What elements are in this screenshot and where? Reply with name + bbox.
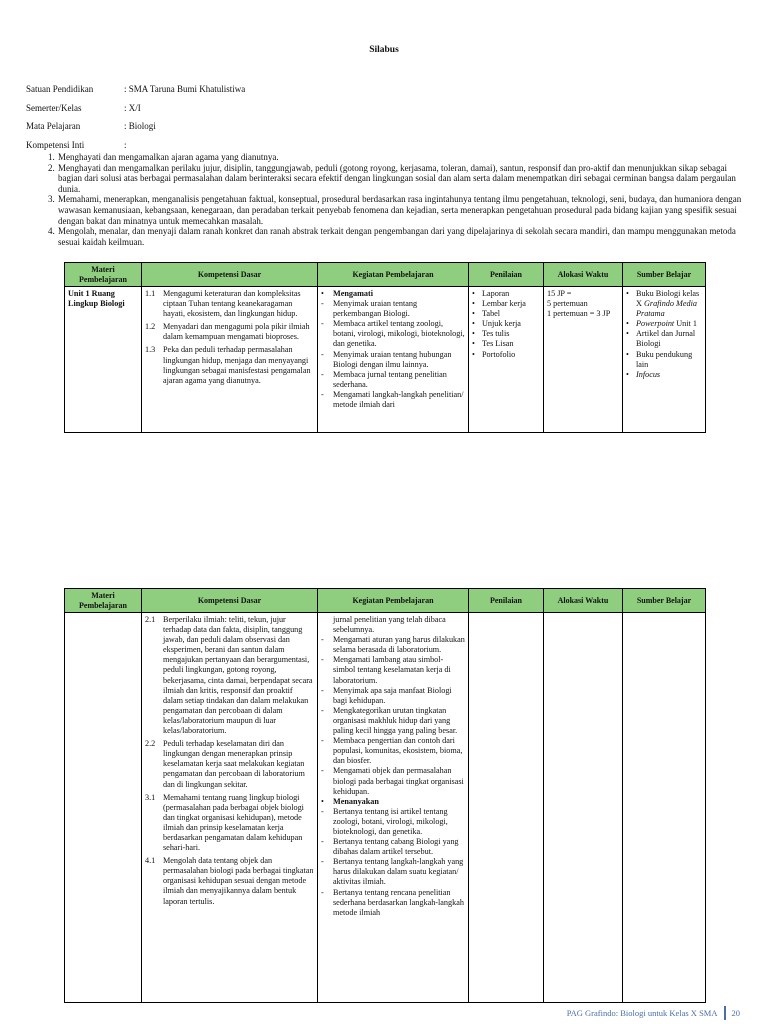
header-kompetensi-dasar: Kompetensi Dasar	[142, 263, 318, 287]
dash-marker: -	[321, 705, 324, 715]
sumber-part: Powerpoint	[636, 319, 675, 329]
sumber-item	[626, 350, 702, 370]
sumber-text	[636, 329, 702, 349]
kd-number: 3.1	[145, 792, 156, 802]
ki-item: 4. Mengolah, menalar, dan menyaji dalam ranah konkret dan ranah abstrak terkait dengan pengembangan dari yang dipelajarinya di sekolah secara mandiri, dan mampu menggunakan metoda sesuai kaidah keilmuan.	[57, 226, 746, 247]
dash-marker: -	[321, 887, 324, 897]
header-alokasi-waktu: Alokasi Waktu	[544, 589, 623, 613]
kegiatan-cell	[318, 613, 469, 1003]
kegiatan-cell	[318, 287, 469, 433]
sumber-cell	[623, 287, 706, 433]
kegiatan-text: Menyimak uraian tentang perkembangan Biologi.	[333, 299, 418, 319]
alokasi-list	[547, 289, 619, 319]
kegiatan-item	[321, 888, 465, 918]
penilaian-item	[472, 329, 540, 339]
materi-cell	[65, 613, 142, 1003]
kd-number: 1.1	[145, 289, 156, 298]
dash-marker: -	[321, 299, 324, 309]
penilaian-cell	[469, 287, 544, 433]
info-row-mapel	[26, 121, 245, 140]
sumber-text	[636, 319, 702, 329]
bullet-marker: •	[626, 369, 629, 379]
dash-marker: -	[321, 736, 324, 746]
syllabus-table-2	[64, 588, 706, 1003]
sumber-text	[636, 289, 702, 319]
syllabus-table-1	[64, 262, 706, 433]
dash-marker: -	[321, 766, 324, 776]
penilaian-text: Unjuk kerja	[482, 319, 521, 329]
bullet-marker: •	[626, 349, 629, 359]
dash-marker: -	[321, 806, 324, 816]
info-label: Semerter/Kelas	[26, 102, 82, 113]
kegiatan-item	[321, 766, 465, 796]
sumber-part: Buku Biologi kelas X	[636, 289, 700, 309]
penilaian-text: Portofolio	[482, 349, 516, 359]
ki-item: 1. Menghayati dan mengamalkan ajaran agama yang dianutnya.	[57, 152, 746, 163]
header-penilaian: Penilaian	[469, 589, 544, 613]
kegiatan-item	[321, 686, 465, 706]
sumber-cell	[623, 613, 706, 1003]
dash-marker: -	[321, 685, 324, 695]
header-materi: Materi Pembelajaran	[65, 589, 142, 613]
table-header-row	[65, 589, 706, 613]
header-materi: Materi Pembelajaran	[65, 263, 142, 287]
kegiatan-text: Bertanya tentang rencana penelitian sederhana berdasarkan langkah-langkah metode ilmiah	[333, 887, 464, 917]
header-kompetensi-dasar: Kompetensi Dasar	[142, 589, 318, 613]
penilaian-text: Lembar kerja	[482, 299, 526, 309]
table-row	[65, 613, 706, 1003]
kegiatan-text: Bertanya tentang isi artikel tentang zoologi, botani, virologi, mikologi, bioteknologi, dan genetika.	[333, 806, 448, 836]
alokasi-cell	[544, 613, 623, 1003]
kegiatan-text: Membaca pengertian dan contoh dari populasi, komunitas, ekosistem, bioma, dan biosfer.	[333, 736, 463, 766]
kd-text: Menyadari dan mengagumi pola pikir ilmiah dalam kemampuan mengamati bioproses.	[163, 322, 310, 342]
kegiatan-text: jurnal penelitian yang telah dibaca sebelumnya.	[333, 615, 446, 635]
alokasi-line: 5 pertemuan	[547, 299, 588, 309]
sumber-part: Grafindo Media Pratama	[636, 299, 697, 319]
header-alokasi-waktu: Alokasi Waktu	[544, 263, 623, 287]
kd-item	[145, 739, 314, 789]
bullet-marker: •	[472, 289, 475, 298]
kegiatan-heading	[321, 797, 465, 807]
bullet-marker: •	[321, 289, 324, 298]
info-row-satuan	[26, 84, 245, 103]
sumber-part: Artikel dan Jurnal Biologi	[636, 329, 696, 349]
kd-text: Mengolah data tentang objek dan permasalahan biologi pada berbagai tingkatan organisasi kehidupan sesuai dengan metode ilmiah dan menyajikannya dalam bentuk laporan tertulis.	[163, 856, 314, 906]
kegiatan-text: Mengamati	[333, 289, 374, 298]
kegiatan-text: Mengkategorikan urutan tingkatan organisasi makhluk hidup dari yang paling kecil hingga yang paling besar.	[333, 705, 458, 736]
kd-text: Memahami tentang ruang lingkup biologi (permasalahan pada berbagai objek biologi dan tingkat organisasi kehidupan), metode ilmiah dan prinsip keselamatan kerja berdasarkan pengamatan dalam kehidupan sehari-hari.	[163, 792, 304, 853]
kegiatan-item	[321, 736, 465, 766]
header-sumber-belajar: Sumber Belajar	[623, 589, 706, 613]
kd-number: 2.2	[145, 739, 156, 749]
bullet-marker: •	[472, 309, 475, 319]
kegiatan-text: Membaca jurnal tentang penelitian sederhana.	[333, 369, 447, 389]
kd-cell	[142, 287, 318, 433]
info-row-kelas	[26, 103, 245, 122]
dash-marker: -	[321, 837, 324, 847]
dash-marker: -	[321, 319, 324, 329]
kompetensi-inti-list	[26, 152, 746, 247]
sumber-list	[626, 289, 702, 380]
kd-number: 2.1	[145, 615, 156, 624]
kd-item	[145, 289, 314, 319]
bullet-marker: •	[472, 299, 475, 309]
header-kegiatan: Kegiatan Pembelajaran	[318, 263, 469, 287]
bullet-marker: •	[626, 319, 629, 329]
sumber-item	[626, 319, 702, 329]
kegiatan-text: Menyimak uraian tentang hubungan Biologi dengan ilmu lainnya.	[333, 349, 452, 369]
sumber-part: Buku pendukung lain	[636, 349, 693, 369]
kd-list	[145, 615, 314, 907]
dash-marker	[321, 615, 333, 635]
kegiatan-text: Bertanya tentang cabang Biologi yang dibahas dalam artikel tersebut.	[333, 837, 459, 857]
kegiatan-text: Membaca artikel tentang zoologi, botani, virologi, mikologi, bioteknologi, dan genetika.	[333, 319, 465, 349]
footer-text: PAG Grafindo: Biologi untuk Kelas X SMA	[566, 1008, 718, 1018]
alokasi-line: 1 pertemuan = 3 JP	[547, 309, 611, 319]
kegiatan-item	[321, 350, 465, 370]
kd-number: 4.1	[145, 856, 156, 866]
bullet-marker: •	[472, 319, 475, 329]
penilaian-text: Tabel	[482, 309, 501, 319]
sumber-item	[626, 370, 702, 380]
alokasi-cell	[544, 287, 623, 433]
sumber-part: Unit 1	[674, 319, 697, 329]
sumber-part: Infocus	[636, 369, 661, 379]
page-number: 20	[731, 1008, 740, 1018]
kegiatan-text: Mengamati lambang atau simbol-simbol tentang keselamatan kerja di laboratorium.	[333, 655, 451, 685]
materi-cell	[65, 287, 142, 433]
identity-block	[26, 84, 245, 158]
header-sumber-belajar: Sumber Belajar	[623, 263, 706, 287]
kegiatan-item	[321, 807, 465, 837]
info-value: : Biologi	[124, 121, 156, 131]
kd-text: Peka dan peduli terhadap permasalahan lingkungan hidup, menjaga dan menyayangi lingkungan sebagai manisfestasi pengamalan ajaran agama yang dianutnya.	[163, 345, 311, 385]
ki-item: 2. Menghayati dan mengamalkan perilaku jujur, disiplin, tanggungjawab, peduli (gotong royong, kerjasama, toleran, damai), santun, responsif dan pro-aktif dan menunjukkan sikap sebagai bagian dari solusi atas berbagai permasalahan dalam berinteraksi secara efektif dengan lingkungan sosial dan alam serta dalam menempatkan diri sebagai cerminan bangsa dalam pergaulan dunia.	[57, 163, 746, 195]
info-value: : X/I	[124, 102, 141, 113]
dash-marker: -	[321, 655, 324, 665]
kegiatan-text: Bertanya tentang langkah-langkah yang harus dilakukan dalam suatu kegiatan/ aktivitas ilmiah.	[333, 857, 464, 887]
kd-number: 1.3	[145, 345, 156, 355]
kegiatan-text: Mengamati objek dan permasalahan biologi pada berbagai tingkat organisasi kehidupan.	[333, 766, 464, 796]
alokasi-line: 15 JP =	[547, 289, 572, 298]
header-penilaian: Penilaian	[469, 263, 544, 287]
kegiatan-item	[321, 370, 465, 390]
penilaian-item	[472, 299, 540, 309]
kegiatan-item	[321, 655, 465, 685]
sumber-item	[626, 329, 702, 349]
kd-item	[145, 615, 314, 736]
table-row	[65, 287, 706, 433]
materi-unit: Unit 1 Ruang Lingkup Biologi	[68, 289, 125, 309]
kd-item	[145, 793, 314, 854]
bullet-marker: •	[626, 329, 629, 339]
penilaian-text: Tes Lisan	[482, 339, 514, 349]
kegiatan-text: Mengamati aturan yang harus dilakukan selama berasada di laboratorium.	[333, 635, 465, 655]
penilaian-item	[472, 319, 540, 329]
dash-marker: -	[321, 369, 324, 379]
bullet-marker: •	[321, 796, 324, 806]
kegiatan-text: Mengamati langkah-langkah penelitian/ metode ilmiah dari	[333, 389, 464, 410]
info-label: Kompetensi Inti	[26, 139, 85, 150]
page-title: Silabus	[369, 45, 399, 55]
kegiatan-item	[321, 857, 465, 887]
bullet-marker: •	[472, 329, 475, 339]
sumber-text	[636, 350, 702, 370]
kd-cell	[142, 613, 318, 1003]
kegiatan-item	[321, 635, 465, 655]
kd-list	[145, 289, 314, 386]
kegiatan-heading	[321, 289, 465, 299]
penilaian-item	[472, 289, 540, 299]
kegiatan-item	[321, 299, 465, 319]
info-value: : SMA Taruna Bumi Khatulistiwa	[124, 84, 246, 94]
kegiatan-item	[321, 319, 465, 349]
penilaian-item	[472, 339, 540, 349]
kegiatan-item	[321, 390, 465, 410]
dash-marker: -	[321, 349, 324, 359]
penilaian-text: Tes tulis	[482, 329, 510, 339]
kd-item	[145, 856, 314, 906]
penilaian-cell	[469, 613, 544, 1003]
kegiatan-text: Menanyakan	[333, 796, 379, 806]
dash-marker: -	[321, 857, 324, 867]
info-value: :	[124, 139, 127, 150]
info-label: Mata Pelajaran	[26, 121, 81, 131]
bullet-marker: •	[472, 349, 475, 359]
dash-marker: -	[321, 389, 324, 399]
info-label: Satuan Pendidikan	[26, 84, 94, 94]
kd-number: 1.2	[145, 322, 156, 332]
penilaian-text: Laporan	[482, 289, 510, 298]
kegiatan-item	[321, 706, 465, 736]
kegiatan-item	[321, 615, 465, 635]
header-kegiatan: Kegiatan Pembelajaran	[318, 589, 469, 613]
kd-item	[145, 322, 314, 342]
bullet-marker: •	[626, 289, 629, 298]
bullet-marker: •	[472, 339, 475, 349]
kegiatan-list	[321, 615, 465, 918]
kd-text: Peduli terhadap keselamatan diri dan lingkungan dengan menerapkan prinsip keselamatan kerja saat melakukan kegiatan pengamatan dan percobaan di laboratorium dan di lingkungan sekitar.	[163, 739, 305, 789]
kegiatan-text: Menyimak apa saja manfaat Biologi bagi kehidupan.	[333, 685, 452, 705]
penilaian-item	[472, 350, 540, 360]
kegiatan-item	[321, 837, 465, 857]
kd-text: Mengagumi keteraturan dan kompleksitas ciptaan Tuhan tentang keanekaragaman hayati, ekosistem, dan lingkungan hidup.	[163, 289, 301, 319]
sumber-item	[626, 289, 702, 319]
kegiatan-list	[321, 289, 465, 410]
sumber-text	[636, 370, 702, 380]
penilaian-list	[472, 289, 540, 360]
footer-divider	[724, 1006, 726, 1020]
dash-marker: -	[321, 635, 324, 645]
table-header-row	[65, 263, 706, 287]
kd-text: Berperilaku ilmiah: teliti, tekun, jujur terhadap data dan fakta, disiplin, tanggung jawab, dan peduli dalam observasi dan eksperimen, berani dan santun dalam mengajukan pertanyaan dan berargumentasi, peduli lingkungan, gotong royong, bekerjasama, cinta damai, berpendapat secara ilmiah dan kritis, responsif dan proaktif dalam setiap tindakan dan dalam melakukan pengamatan dan percobaan di dalam kelas/laboratorium maupun di luar kelas/laboratorium.	[163, 615, 313, 736]
page-footer	[567, 1006, 740, 1020]
kd-item	[145, 345, 314, 385]
ki-item: 3. Memahami, menerapkan, menganalisis pengetahuan faktual, konseptual, prosedural berdasarkan rasa ingintahunya tentang ilmu pengetahuan, teknologi, seni, budaya, dan humaniora dengan wawasan kemanusiaan, kebangsaan, kenegaraan, dan peradaban terkait penyebab fenomena dan kejadian, serta menerapkan pengetahuan prosedural pada bidang kajian yang spesifik sesuai dengan bakat dan minatnya untuk memecahkan masalah.	[57, 194, 746, 226]
penilaian-item	[472, 309, 540, 319]
